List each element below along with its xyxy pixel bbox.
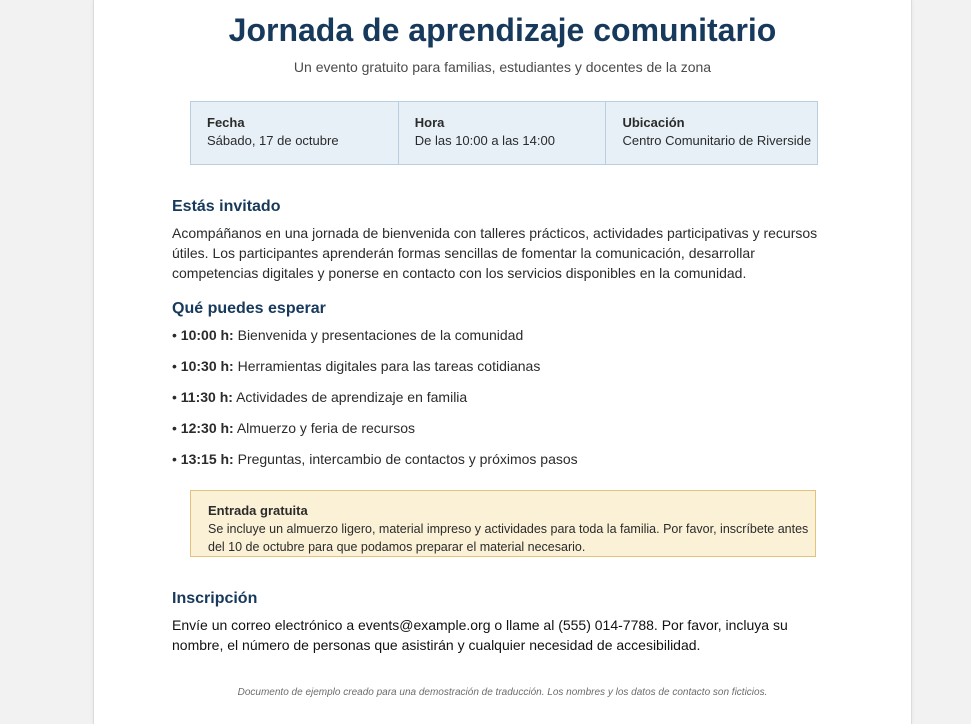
detail-value: Centro Comunitario de Riverside [622,133,812,148]
free-entry-notice [190,490,816,557]
detail-time [399,102,607,164]
schedule-list [172,325,578,480]
list-item: • 12:30 h: Almuerzo y feria de recursos [172,420,416,436]
detail-value: De las 10:00 a las 14:00 [414,133,555,148]
invite-heading: Estás invitado [172,198,281,215]
schedule-time: 11:30 h: [180,389,233,405]
footnote: Documento de ejemplo creado para una demostración de traducción. Los nombres y los datos de contacto son ficticios. [237,687,768,698]
detail-value: Sábado, 17 de octubre [207,133,339,148]
event-details-table [190,101,818,165]
detail-label: Fecha [207,115,245,130]
registration-paragraph: Envíe un correo electrónico a events@example.org o llame al (555) 014-7788. Por favor, incluya su nombre, el número de personas que asistirán y cualquier necesidad de accesibilidad. [172,617,788,653]
detail-date [191,102,399,164]
list-item: • 13:15 h: Preguntas, intercambio de contactos y próximos pasos [172,451,578,467]
document-page [93,0,912,724]
invite-paragraph: Acompáñanos en una jornada de bienvenida con talleres prácticos, actividades participativas y recursos útiles. Los participantes aprenderán formas sencillas de fomentar la comunicación, desarrollar competencias digitales y ponerse en contacto con los servicios disponibles en la comunidad. [172,225,818,281]
schedule-text: Preguntas, intercambio de contactos y próximos pasos [237,451,578,467]
schedule-text: Herramientas digitales para las tareas cotidianas [237,358,541,374]
page-title: Jornada de aprendizaje comunitario [228,12,777,48]
page-subtitle: Un evento gratuito para familias, estudiantes y docentes de la zona [293,59,712,75]
schedule-time: 10:00 h: [180,327,234,343]
schedule-time: 12:30 h: [180,420,234,436]
list-item: • 11:30 h: Actividades de aprendizaje en familia [172,389,468,405]
detail-label: Ubicación [622,115,685,130]
notice-title: Entrada gratuita [208,503,308,518]
list-item: • 10:30 h: Herramientas digitales para las tareas cotidianas [172,358,541,374]
detail-label: Hora [414,115,445,130]
schedule-time: 10:30 h: [180,358,234,374]
schedule-text: Almuerzo y feria de recursos [236,420,416,436]
registration-heading: Inscripción [172,590,258,607]
schedule-text: Bienvenida y presentaciones de la comunidad [237,327,524,343]
expect-heading: Qué puedes esperar [172,300,326,317]
list-item: • 10:00 h: Bienvenida y presentaciones de la comunidad [172,327,524,343]
schedule-text: Actividades de aprendizaje en familia [236,389,468,405]
notice-text: Se incluye un almuerzo ligero, material impreso y actividades para toda la familia. Por favor, inscríbete antes del 10 de octubre para que podamos preparar el material necesario. [208,522,809,554]
schedule-time: 13:15 h: [180,451,234,467]
detail-location [606,102,817,164]
